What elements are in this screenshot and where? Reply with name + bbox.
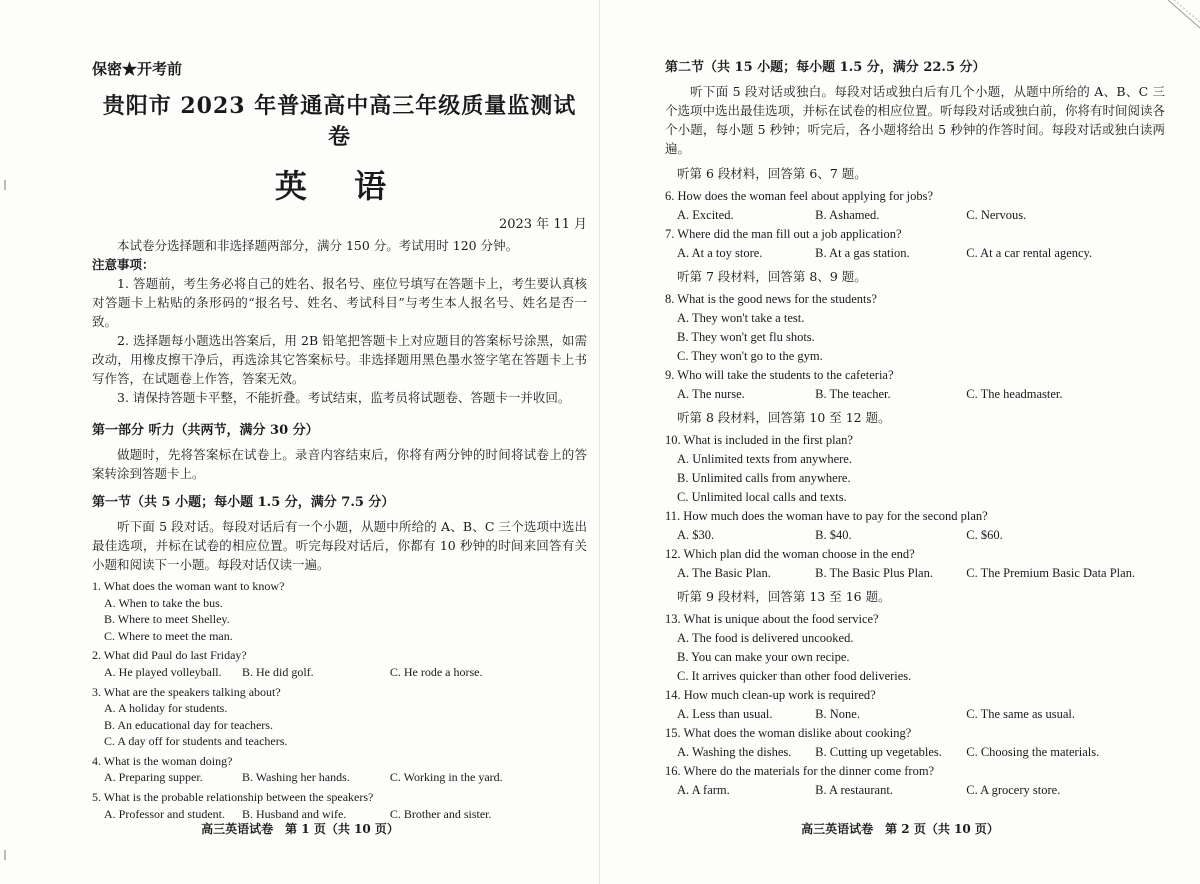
option-row <box>677 385 1165 404</box>
answer-option: B. A restaurant. <box>815 783 893 797</box>
answer-option: B. Cutting up vegetables. <box>815 745 942 759</box>
notes-title: 注意事项： <box>92 257 155 272</box>
answer-option: C. Unlimited local calls and texts. <box>677 490 847 504</box>
answer-option: C. Where to meet the man. <box>104 628 233 643</box>
question-item <box>665 610 1165 686</box>
question-text: 16. Where do the materials for the dinner come from? <box>665 764 935 778</box>
option-row <box>677 705 1165 724</box>
question-text: 11. How much does the woman have to pay for the second plan? <box>665 509 988 523</box>
question-item <box>92 789 587 823</box>
question-text: 1. What does the woman want to know? <box>92 579 285 593</box>
question-item <box>665 545 1165 583</box>
answer-option: A. They won't take a test. <box>677 311 805 325</box>
answer-option: A. A holiday for students. <box>104 701 228 715</box>
question-item <box>665 225 1165 263</box>
answer-option: B. None. <box>815 707 860 721</box>
question-item <box>665 507 1165 545</box>
answer-option: C. Nervous. <box>966 208 1027 222</box>
page-right <box>600 0 1200 884</box>
confidential-label: 保密★开考前 <box>92 60 183 78</box>
section2-intro: 听下面 5 段对话或独白。每段对话或独白后有几个小题，从题中所给的 A、B、C 三个选项中选出最佳选项，并标在试卷的相应位置。听每段对话或独白前，你将有时间阅读各个小题，每小题 5 秒钟；听完后，各小题将给出 5 秒钟的作答时间。每段对话或独白读两遍。 <box>665 84 1166 156</box>
section2-heading: 第二节（共 15 小题；每小题 1.5 分，满分 22.5 分） <box>665 60 986 75</box>
option-row <box>677 743 1165 762</box>
question-item <box>665 762 1165 800</box>
question-item <box>665 290 1165 366</box>
listening-instruction: 听第 8 段材料，回答第 10 至 12 题。 <box>677 410 891 425</box>
answer-option: A. $30. <box>677 528 715 542</box>
option-row <box>677 244 1165 263</box>
question-text: 14. How much clean-up work is required? <box>665 688 876 702</box>
page-footer: 高三英语试卷 第 1 页（共 10 页） <box>201 822 399 836</box>
answer-option: C. $60. <box>966 528 1003 542</box>
question-item <box>665 431 1165 507</box>
exam-title: 贵阳市 2023 年普通高中高三年级质量监测试卷 <box>102 93 577 150</box>
question-text: 8. What is the good news for the students? <box>665 292 877 306</box>
answer-option: C. The Premium Basic Data Plan. <box>966 566 1136 580</box>
answer-option: C. A grocery store. <box>966 783 1061 797</box>
question-text: 4. What is the woman doing? <box>92 753 233 768</box>
answer-option: A. Washing the dishes. <box>677 745 792 759</box>
answer-option: A. At a toy store. <box>677 246 763 260</box>
answer-option: B. Husband and wife. <box>242 806 347 821</box>
answer-option: B. He did golf. <box>242 664 314 679</box>
question-text: 3. What are the speakers talking about? <box>92 684 281 699</box>
answer-option: A. He played volleyball. <box>104 664 222 679</box>
option-row <box>677 781 1165 800</box>
question-text: 7. Where did the man fill out a job application? <box>665 227 902 241</box>
note-item: 1. 答题前，考生务必将自己的姓名、报名号、座位号填写在答题卡上，考生要认真核对答题卡上粘贴的条形码的“报名号、姓名、考试科目”与考生本人报名号、姓名是否一致。 <box>92 276 587 329</box>
question-item <box>665 187 1165 225</box>
answer-option: B. Ashamed. <box>815 208 880 222</box>
answer-option: C. The same as usual. <box>966 707 1076 721</box>
question-list <box>92 578 587 823</box>
answer-option: C. The headmaster. <box>966 387 1063 401</box>
answer-option: B. At a gas station. <box>815 246 910 260</box>
question-text: 9. Who will take the students to the cafeteria? <box>665 368 894 382</box>
option-row <box>677 206 1165 225</box>
part1-heading: 第一部分 听力（共两节，满分 30 分） <box>92 423 319 438</box>
answer-option: A. Preparing supper. <box>104 770 203 784</box>
answer-option: A. When to take the bus. <box>104 595 223 610</box>
answer-option: B. The teacher. <box>815 387 891 401</box>
answer-option: A. A farm. <box>677 783 730 797</box>
answer-option: B. Where to meet Shelley. <box>104 612 230 626</box>
answer-option: A. Excited. <box>677 208 734 222</box>
subject-title: 英 语 <box>274 167 405 205</box>
question-item <box>665 366 1165 404</box>
answer-option: B. Unlimited calls from anywhere. <box>677 471 851 485</box>
answer-option: C. At a car rental agency. <box>966 246 1093 260</box>
page-footer: 高三英语试卷 第 2 页（共 10 页） <box>801 822 999 836</box>
listening-instruction: 听第 6 段材料，回答第 6、7 题。 <box>677 166 867 181</box>
notes-list <box>92 274 587 407</box>
option-row <box>677 564 1165 583</box>
part1-intro: 做题时，先将答案标在试卷上。录音内容结束后，你将有两分钟的时间将试卷上的答案转涂到答题卡上。 <box>92 447 587 481</box>
question-item <box>665 724 1165 762</box>
question-text: 13. What is unique about the food service? <box>665 612 879 626</box>
section1-heading: 第一节（共 5 小题；每小题 1.5 分，满分 7.5 分） <box>92 495 395 510</box>
listening-instruction: 听第 7 段材料，回答第 8、9 题。 <box>677 269 867 284</box>
answer-option: B. They won't get flu shots. <box>677 330 815 344</box>
answer-option: B. You can make your own recipe. <box>677 650 850 664</box>
question-text: 12. Which plan did the woman choose in the end? <box>665 547 915 561</box>
question-text: 10. What is included in the first plan? <box>665 433 853 447</box>
option-row <box>677 526 1165 545</box>
question-item <box>665 686 1165 724</box>
answer-option: A. The nurse. <box>677 387 745 401</box>
answer-option: C. A day off for students and teachers. <box>104 734 288 748</box>
answer-option: A. Unlimited texts from anywhere. <box>677 452 852 466</box>
answer-option: C. They won't go to the gym. <box>677 349 823 363</box>
question-text: 5. What is the probable relationship between the speakers? <box>92 790 374 804</box>
question-item <box>92 684 587 750</box>
answer-option: B. The Basic Plus Plan. <box>815 566 933 580</box>
answer-option: B. $40. <box>815 528 852 542</box>
answer-option: C. It arrives quicker than other food deliveries. <box>677 669 912 683</box>
answer-option: C. He rode a horse. <box>389 664 483 679</box>
note-item: 2. 选择题每小题选出答案后，用 2B 铅笔把答题卡上对应题目的答案标号涂黑，如需改动，用橡皮擦干净后，再选涂其它答案标号。非选择题用黑色墨水签字笔在答题卡上书写作答，在试题卷上作答，答案无效。 <box>92 333 587 386</box>
answer-option: C. Brother and sister. <box>389 806 492 821</box>
question-text: 2. What did Paul do last Friday? <box>92 648 247 662</box>
question-text: 6. How does the woman feel about applying for jobs? <box>665 189 933 203</box>
exam-date: 2023 年 11 月 <box>498 217 587 232</box>
listening-instruction: 听第 9 段材料，回答第 13 至 16 题。 <box>677 589 891 604</box>
note-item: 3. 请保持答题卡平整，不能折叠。考试结束，监考员将试题卷、答题卡一并收回。 <box>117 390 571 405</box>
question-item <box>92 753 587 787</box>
option-row <box>104 769 587 786</box>
question-item <box>92 647 587 681</box>
section1-intro: 听下面 5 段对话。每段对话后有一个小题，从题中所给的 A、B、C 三个选项中选出最佳选项，并标在试卷的相应位置。听完每段对话后，你都有 10 秒钟的时间来回答有关小题和阅读下一小题。每段对话仅读一遍。 <box>92 519 587 572</box>
question-item <box>92 578 587 644</box>
answer-option: A. Less than usual. <box>677 707 773 721</box>
answer-option: A. The Basic Plan. <box>677 566 771 580</box>
answer-option: A. Professor and student. <box>104 806 225 821</box>
answer-option: B. An educational day for teachers. <box>104 717 273 732</box>
answer-option: A. The food is delivered uncooked. <box>677 631 854 645</box>
option-row <box>104 664 587 681</box>
intro-text: 本试卷分选择题和非选择题两部分，满分 150 分。考试用时 120 分钟。 <box>117 238 519 253</box>
answer-option: C. Choosing the materials. <box>966 745 1100 759</box>
answer-option: B. Washing her hands. <box>242 770 350 784</box>
answer-option: C. Working in the yard. <box>389 770 503 784</box>
question-text: 15. What does the woman dislike about cooking? <box>665 726 912 740</box>
question-list <box>665 164 1165 800</box>
